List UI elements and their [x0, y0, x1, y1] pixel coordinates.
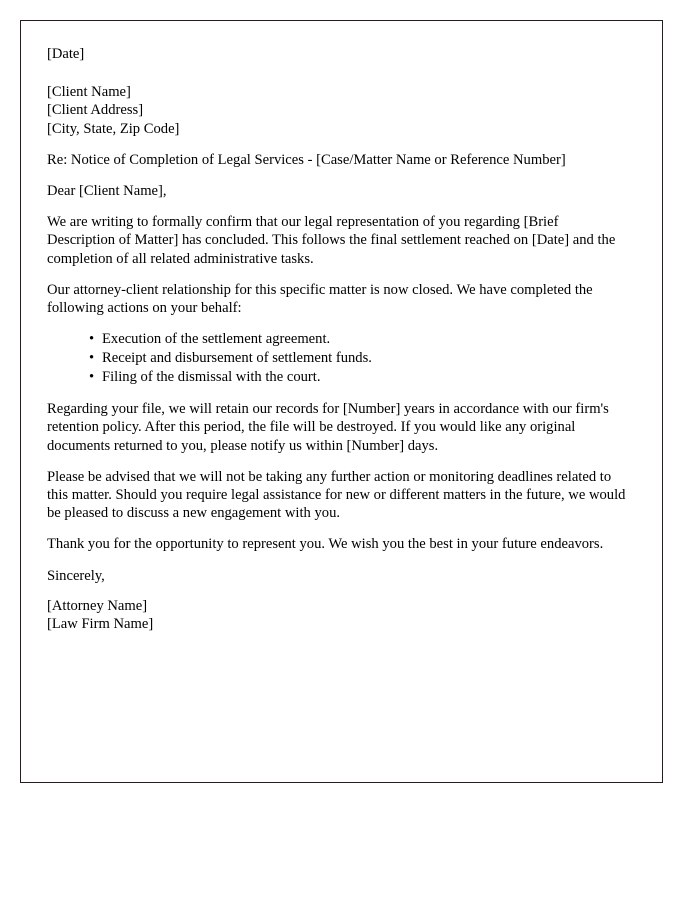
date-line: [Date] — [47, 46, 85, 62]
completed-actions-list — [47, 330, 626, 387]
paragraph-no-further-action: Please be advised that we will not be taking any further action or monitoring deadlines related to this matter. Should you require legal assistance for new or different matters in the future, we would be pleased to discuss a new engagement with you. — [47, 468, 626, 522]
spacer — [47, 200, 626, 213]
spacer — [47, 138, 626, 151]
paragraph-relationship-closed: Our attorney-client relationship for this specific matter is now closed. We have completed the following actions on your behalf: — [47, 281, 593, 317]
list-item: • Receipt and disbursement of settlement funds. — [89, 349, 626, 368]
spacer — [47, 585, 626, 597]
spacer — [47, 522, 626, 535]
spacer — [47, 317, 626, 330]
recipient-address: [Client Address] — [47, 102, 144, 119]
spacer — [47, 63, 626, 83]
list-item: • Filing of the dismissal with the court. — [89, 368, 626, 387]
salutation: Dear [Client Name], — [47, 183, 167, 200]
paragraph-intro: We are writing to formally confirm that our legal representation of you regarding [Brief Description of Matter] has concluded. This follows the final settlement reached on [Date] and the completion of all related administrative tasks. — [47, 214, 616, 267]
attorney-name: [Attorney Name] — [47, 597, 148, 614]
recipient-address-block — [47, 83, 626, 138]
document-page — [20, 20, 663, 783]
paragraph-file-retention: Regarding your file, we will retain our records for [Number] years in accordance with our firm's retention policy. After this period, the file will be destroyed. If you would like any original documents returned to you, please notify us within [Number] days. — [47, 401, 609, 454]
spacer — [47, 169, 626, 182]
spacer — [47, 554, 626, 567]
closing-salutation: Sincerely, — [47, 567, 105, 584]
letter-body — [21, 21, 662, 633]
spacer — [47, 387, 626, 400]
spacer — [47, 455, 626, 468]
recipient-name: [Client Name] — [47, 84, 131, 101]
signature-block — [47, 597, 626, 633]
list-item: • Execution of the settlement agreement. — [89, 330, 626, 349]
spacer — [47, 268, 626, 281]
recipient-city-state-zip: [City, State, Zip Code] — [47, 120, 180, 137]
paragraph-thank-you: Thank you for the opportunity to represent you. We wish you the best in your future endeavors. — [47, 536, 604, 553]
subject-line: Re: Notice of Completion of Legal Services - [Case/Matter Name or Reference Number] — [47, 151, 566, 168]
law-firm-name: [Law Firm Name] — [47, 616, 154, 633]
